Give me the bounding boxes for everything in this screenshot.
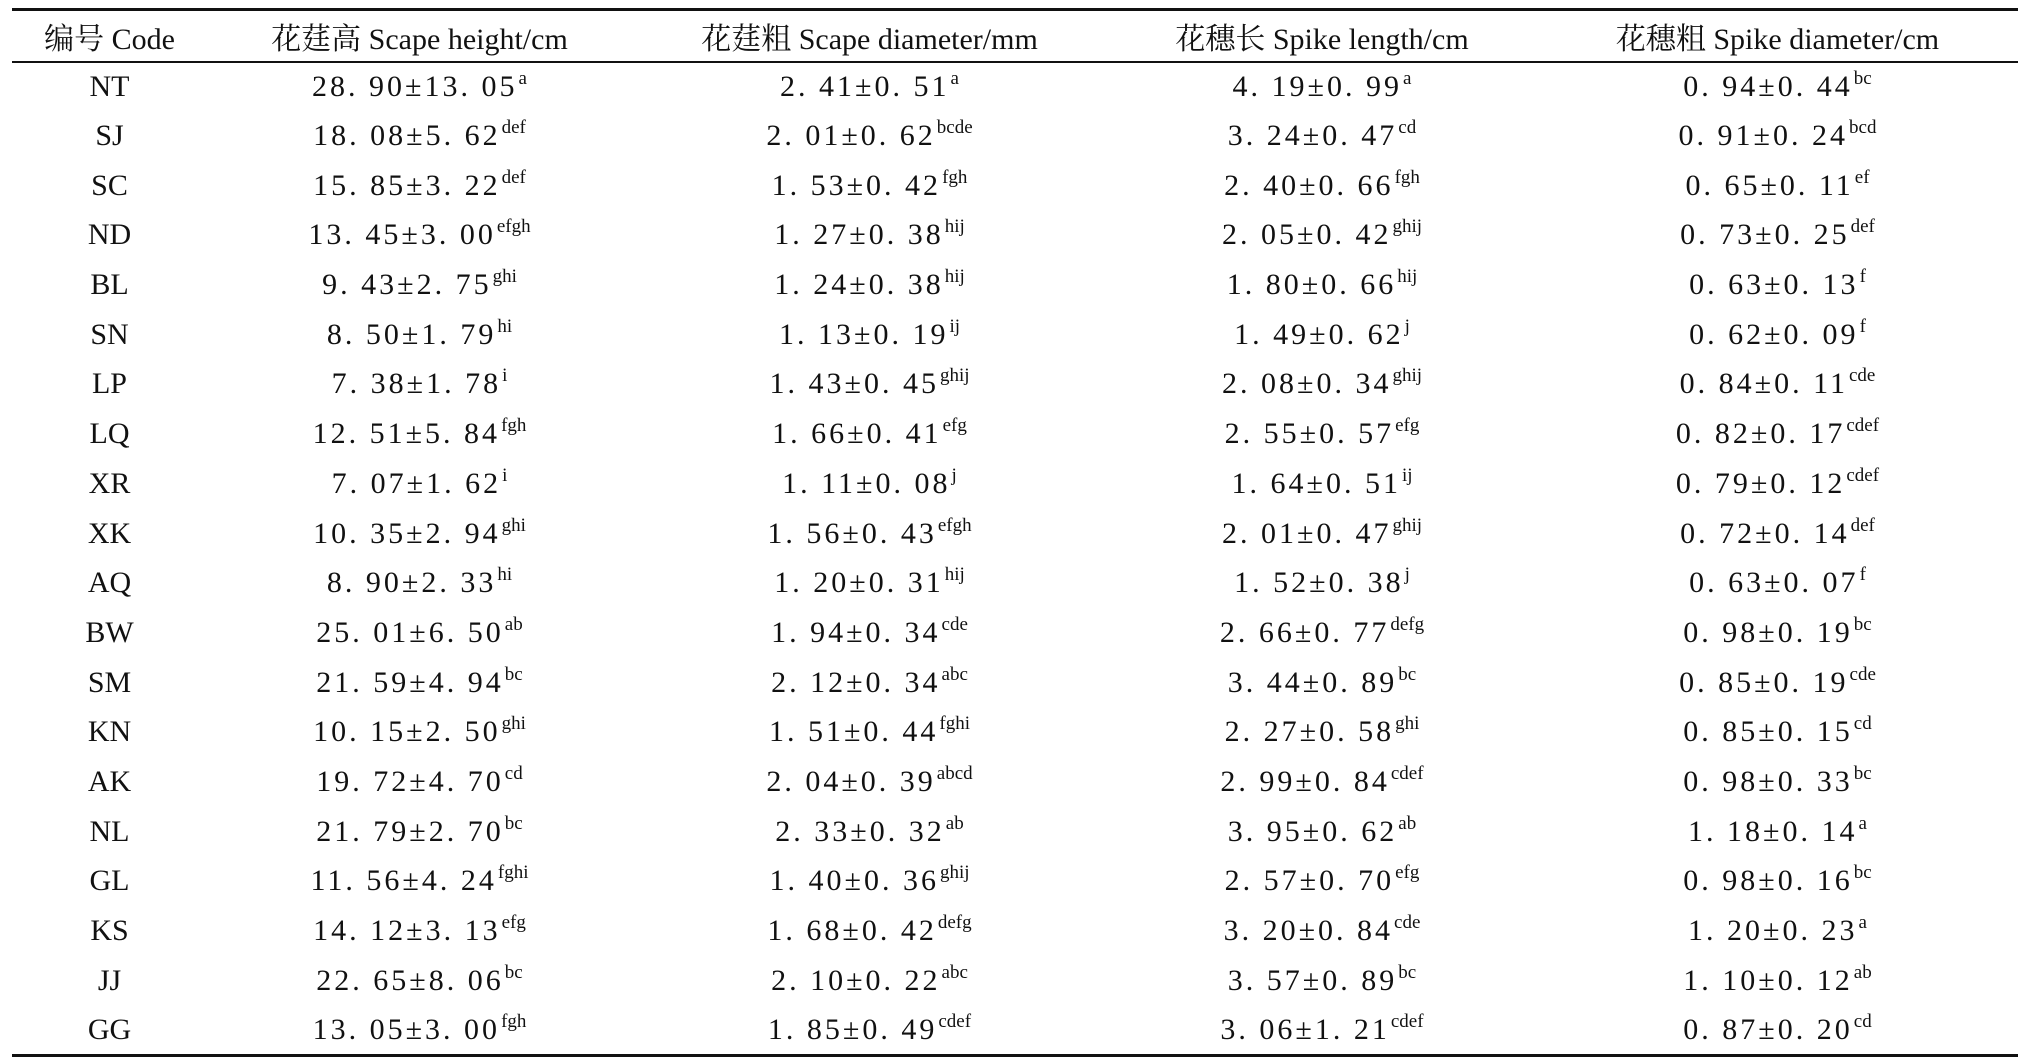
cell-value: 0. 72±0. 14	[1680, 516, 1850, 550]
cell-value: 1. 10±0. 12	[1683, 963, 1853, 997]
cell-code: XK	[87, 516, 132, 550]
cell-value: 2. 66±0. 77	[1219, 615, 1390, 649]
cell-scape-diameter	[632, 558, 1107, 608]
significance-letters: ab	[1853, 961, 1872, 983]
cell-spike-length	[1107, 260, 1537, 310]
significance-letters: defg	[1390, 613, 1425, 635]
cell-code: LP	[91, 367, 127, 401]
cell-value: 12. 51±5. 84	[312, 417, 501, 451]
table-row	[12, 211, 2018, 261]
cell-code: SC	[91, 168, 128, 202]
significance-letters: cdef	[1390, 1010, 1424, 1032]
cell-value: 21. 79±2. 70	[316, 814, 504, 848]
table-row	[12, 161, 2018, 211]
significance-letters: ghij	[1392, 216, 1423, 238]
cell-scape-height	[207, 62, 632, 112]
significance-letters: bcde	[936, 117, 973, 139]
significance-letters: abcd	[936, 762, 973, 784]
significance-letters: fgh	[501, 1010, 527, 1032]
cell-scape-height	[207, 707, 632, 757]
cell-scape-diameter	[632, 757, 1107, 807]
significance-letters: a	[518, 67, 527, 89]
cell-spike-length	[1107, 658, 1537, 708]
cell-value: 13. 45±3. 00	[308, 218, 496, 252]
cell-scape-height	[207, 906, 632, 956]
cell-code: NL	[89, 814, 130, 848]
table-row	[12, 658, 2018, 708]
cell-value: 14. 12±3. 13	[313, 914, 501, 948]
significance-letters: a	[1858, 812, 1867, 834]
table-row	[12, 409, 2018, 459]
cell-value: 0. 65±0. 11	[1685, 168, 1854, 202]
cell-code: SM	[87, 665, 132, 699]
cell-value: 2. 08±0. 34	[1221, 367, 1392, 401]
cell-value: 0. 87±0. 20	[1683, 1012, 1853, 1046]
significance-letters: efg	[1395, 415, 1420, 437]
cell-value: 1. 51±0. 44	[768, 715, 939, 749]
cell-spike-diameter	[1537, 360, 2018, 410]
cell-value: 0. 82±0. 17	[1675, 417, 1846, 451]
table-body	[12, 62, 2018, 1056]
cell-value: 2. 33±0. 32	[775, 814, 945, 848]
cell-value: 0. 79±0. 12	[1675, 466, 1846, 500]
cell-value: 19. 72±4. 70	[316, 764, 504, 798]
cell-scape-diameter	[632, 409, 1107, 459]
significance-letters: cd	[1853, 713, 1872, 735]
cell-scape-height	[207, 409, 632, 459]
significance-letters: ghij	[1392, 514, 1423, 536]
cell-scape-height	[207, 360, 632, 410]
cell-scape-height	[207, 857, 632, 907]
cell-code: NT	[89, 69, 130, 103]
table-row	[12, 360, 2018, 410]
significance-letters: f	[1859, 266, 1866, 288]
cell-value: 0. 62±0. 09	[1689, 317, 1859, 351]
cell-value: 3. 20±0. 84	[1223, 914, 1394, 948]
table-row	[12, 1006, 2018, 1056]
significance-letters: f	[1859, 315, 1866, 337]
data-table-container	[12, 8, 2018, 1057]
cell-value: 1. 20±0. 31	[774, 566, 944, 600]
significance-letters: cdef	[1390, 762, 1424, 784]
cell-spike-length	[1107, 161, 1537, 211]
cell-spike-diameter	[1537, 857, 2018, 907]
significance-letters: cde	[941, 613, 968, 635]
significance-letters: fgh	[1394, 166, 1420, 188]
significance-letters: j	[951, 464, 957, 486]
significance-letters: ghi	[492, 266, 517, 288]
cell-value: 1. 85±0. 49	[767, 1012, 938, 1046]
cell-value: 3. 95±0. 62	[1227, 814, 1398, 848]
cell-value: 0. 85±0. 15	[1683, 715, 1853, 749]
cell-value: 1. 20±0. 23	[1688, 914, 1858, 948]
cell-spike-diameter	[1537, 658, 2018, 708]
significance-letters: bc	[1853, 613, 1872, 635]
cell-value: 0. 84±0. 11	[1679, 367, 1848, 401]
cell-scape-diameter	[632, 310, 1107, 360]
significance-letters: efg	[942, 415, 967, 437]
cell-spike-diameter	[1537, 757, 2018, 807]
cell-code: BL	[90, 268, 129, 302]
cell-value: 4. 19±0. 99	[1232, 69, 1403, 103]
table-row	[12, 260, 2018, 310]
significance-letters: cd	[1853, 1010, 1872, 1032]
cell-scape-height	[207, 658, 632, 708]
cell-scape-height	[207, 608, 632, 658]
cell-value: 28. 90±13. 05	[312, 69, 518, 103]
significance-letters: cdef	[1846, 464, 1880, 486]
cell-value: 10. 35±2. 94	[313, 516, 501, 550]
significance-letters: ghi	[501, 713, 526, 735]
cell-spike-diameter	[1537, 161, 2018, 211]
significance-letters: cdef	[1846, 415, 1880, 437]
table-row	[12, 310, 2018, 360]
table-row	[12, 707, 2018, 757]
data-table	[12, 8, 2018, 1057]
cell-scape-diameter	[632, 260, 1107, 310]
significance-letters: a	[1403, 67, 1412, 89]
cell-value: 2. 41±0. 51	[780, 69, 950, 103]
cell-value: 2. 04±0. 39	[766, 764, 936, 798]
significance-letters: efg	[501, 912, 526, 934]
significance-letters: ab	[504, 613, 523, 635]
header-spike-diameter: 花穗粗 Spike diameter/cm	[1537, 10, 2018, 62]
cell-value: 7. 07±1. 62	[331, 466, 502, 500]
cell-value: 15. 85±3. 22	[313, 168, 501, 202]
cell-value: 2. 57±0. 70	[1224, 864, 1395, 898]
cell-value: 1. 24±0. 38	[774, 268, 944, 302]
header-row	[12, 10, 2018, 62]
cell-value: 0. 85±0. 19	[1679, 665, 1849, 699]
table-row	[12, 459, 2018, 509]
cell-value: 3. 06±1. 21	[1220, 1012, 1390, 1046]
significance-letters: ghij	[939, 862, 970, 884]
cell-spike-length	[1107, 111, 1537, 161]
table-row	[12, 956, 2018, 1006]
cell-scape-diameter	[632, 1006, 1107, 1056]
significance-letters: def	[1850, 216, 1875, 238]
cell-value: 1. 11±0. 08	[782, 466, 951, 500]
significance-letters: bc	[504, 961, 523, 983]
cell-spike-length	[1107, 459, 1537, 509]
cell-spike-diameter	[1537, 558, 2018, 608]
significance-letters: hi	[497, 564, 513, 586]
cell-spike-diameter	[1537, 807, 2018, 857]
cell-value: 1. 66±0. 41	[772, 417, 942, 451]
cell-value: 3. 24±0. 47	[1227, 119, 1398, 153]
cell-scape-diameter	[632, 509, 1107, 559]
significance-letters: hij	[944, 216, 965, 238]
cell-scape-diameter	[632, 906, 1107, 956]
cell-scape-height	[207, 558, 632, 608]
significance-letters: hij	[944, 266, 965, 288]
cell-spike-length	[1107, 857, 1537, 907]
significance-letters: ef	[1854, 166, 1870, 188]
cell-value: 2. 01±0. 62	[766, 119, 936, 153]
cell-value: 2. 10±0. 22	[771, 963, 941, 997]
cell-spike-diameter	[1537, 111, 2018, 161]
significance-letters: fghi	[939, 713, 971, 735]
significance-letters: ab	[945, 812, 964, 834]
cell-value: 1. 94±0. 34	[771, 615, 941, 649]
cell-scape-diameter	[632, 956, 1107, 1006]
header-scape-diameter: 花莛粗 Scape diameter/mm	[632, 10, 1107, 62]
significance-letters: bc	[1398, 663, 1417, 685]
cell-spike-length	[1107, 509, 1537, 559]
cell-value: 0. 98±0. 16	[1683, 864, 1853, 898]
cell-scape-height	[207, 111, 632, 161]
table-row	[12, 62, 2018, 112]
cell-value: 21. 59±4. 94	[316, 665, 504, 699]
cell-code: BW	[85, 615, 134, 649]
significance-letters: j	[1404, 315, 1410, 337]
cell-spike-diameter	[1537, 509, 2018, 559]
cell-spike-length	[1107, 558, 1537, 608]
significance-letters: efgh	[937, 514, 972, 536]
cell-value: 18. 08±5. 62	[313, 119, 501, 153]
cell-spike-length	[1107, 707, 1537, 757]
cell-value: 0. 94±0. 44	[1683, 69, 1853, 103]
significance-letters: hij	[944, 564, 965, 586]
cell-value: 1. 68±0. 42	[767, 914, 937, 948]
significance-letters: cde	[1394, 912, 1421, 934]
cell-spike-diameter	[1537, 62, 2018, 112]
cell-spike-diameter	[1537, 956, 2018, 1006]
significance-letters: cd	[1398, 117, 1417, 139]
cell-value: 2. 01±0. 47	[1221, 516, 1392, 550]
significance-letters: hi	[497, 315, 513, 337]
cell-value: 11. 56±4. 24	[310, 864, 497, 898]
significance-letters: i	[502, 464, 508, 486]
cell-spike-diameter	[1537, 211, 2018, 261]
cell-value: 22. 65±8. 06	[316, 963, 504, 997]
significance-letters: bc	[504, 812, 523, 834]
table-row	[12, 807, 2018, 857]
cell-value: 1. 27±0. 38	[774, 218, 944, 252]
significance-letters: bcd	[1849, 117, 1877, 139]
significance-letters: ab	[1398, 812, 1417, 834]
cell-value: 1. 43±0. 45	[769, 367, 939, 401]
significance-letters: efgh	[496, 216, 531, 238]
cell-scape-height	[207, 459, 632, 509]
cell-code: XR	[88, 466, 131, 500]
cell-spike-length	[1107, 757, 1537, 807]
significance-letters: ghij	[939, 365, 970, 387]
significance-letters: efg	[1395, 862, 1420, 884]
significance-letters: bc	[1398, 961, 1417, 983]
cell-value: 2. 55±0. 57	[1224, 417, 1395, 451]
cell-value: 7. 38±1. 78	[331, 367, 502, 401]
cell-scape-diameter	[632, 62, 1107, 112]
cell-value: 2. 05±0. 42	[1221, 218, 1392, 252]
header-code: 编号 Code	[12, 10, 207, 62]
table-row	[12, 509, 2018, 559]
cell-value: 1. 80±0. 66	[1226, 268, 1397, 302]
significance-letters: fghi	[497, 862, 529, 884]
cell-scape-height	[207, 509, 632, 559]
cell-code: AQ	[87, 566, 132, 600]
cell-value: 1. 49±0. 62	[1234, 317, 1404, 351]
cell-spike-length	[1107, 608, 1537, 658]
cell-value: 8. 50±1. 79	[326, 317, 497, 351]
cell-code: AK	[87, 764, 132, 798]
cell-code: GL	[89, 864, 130, 898]
cell-value: 10. 15±2. 50	[313, 715, 501, 749]
cell-code: GG	[12, 1006, 207, 1056]
significance-letters: cdef	[938, 1010, 972, 1032]
significance-letters: fgh	[942, 166, 968, 188]
cell-value: 9. 43±2. 75	[322, 268, 492, 302]
cell-spike-diameter	[1537, 707, 2018, 757]
cell-value: 2. 27±0. 58	[1224, 715, 1395, 749]
cell-value: 1. 53±0. 42	[771, 168, 942, 202]
significance-letters: bc	[1853, 67, 1872, 89]
cell-value: 1. 52±0. 38	[1234, 566, 1404, 600]
significance-letters: ij	[1401, 464, 1413, 486]
significance-letters: bc	[1853, 762, 1872, 784]
cell-value: 0. 98±0. 19	[1683, 615, 1853, 649]
significance-letters: bc	[1853, 862, 1872, 884]
cell-scape-height	[207, 1006, 632, 1056]
cell-spike-diameter	[1537, 459, 2018, 509]
significance-letters: def	[1850, 514, 1875, 536]
cell-value: 2. 40±0. 66	[1224, 168, 1394, 202]
cell-spike-diameter	[1537, 310, 2018, 360]
cell-scape-diameter	[632, 360, 1107, 410]
cell-value: 8. 90±2. 33	[326, 566, 497, 600]
cell-spike-diameter	[1537, 906, 2018, 956]
significance-letters: defg	[937, 912, 972, 934]
table-row	[12, 906, 2018, 956]
table-row	[12, 608, 2018, 658]
table-header	[12, 10, 2018, 62]
cell-value: 1. 13±0. 19	[778, 317, 949, 351]
significance-letters: cd	[504, 762, 523, 784]
cell-spike-diameter	[1537, 409, 2018, 459]
cell-spike-diameter	[1537, 260, 2018, 310]
significance-letters: bc	[504, 663, 523, 685]
cell-scape-diameter	[632, 608, 1107, 658]
cell-value: 13. 05±3. 00	[312, 1012, 501, 1046]
cell-scape-height	[207, 956, 632, 1006]
cell-value: 1. 40±0. 36	[769, 864, 939, 898]
cell-value: 0. 63±0. 13	[1689, 268, 1859, 302]
cell-spike-length	[1107, 807, 1537, 857]
significance-letters: abc	[941, 663, 968, 685]
cell-code: JJ	[97, 963, 122, 997]
significance-letters: ghij	[1392, 365, 1423, 387]
cell-scape-diameter	[632, 459, 1107, 509]
cell-code: LQ	[89, 417, 130, 451]
significance-letters: fgh	[501, 415, 527, 437]
significance-letters: def	[501, 117, 526, 139]
cell-value: 1. 18±0. 14	[1688, 814, 1858, 848]
significance-letters: hij	[1397, 266, 1418, 288]
cell-spike-length	[1107, 409, 1537, 459]
significance-letters: f	[1859, 564, 1866, 586]
cell-value: 3. 44±0. 89	[1227, 665, 1398, 699]
cell-value: 0. 98±0. 33	[1683, 764, 1853, 798]
significance-letters: def	[501, 166, 526, 188]
cell-scape-height	[207, 260, 632, 310]
significance-letters: ghi	[1395, 713, 1420, 735]
cell-value: 0. 73±0. 25	[1680, 218, 1850, 252]
cell-scape-height	[207, 757, 632, 807]
cell-scape-height	[207, 807, 632, 857]
cell-spike-diameter	[1537, 608, 2018, 658]
table-row	[12, 857, 2018, 907]
cell-spike-length	[1107, 956, 1537, 1006]
cell-scape-height	[207, 161, 632, 211]
cell-scape-diameter	[632, 111, 1107, 161]
table-row	[12, 757, 2018, 807]
table-row	[12, 111, 2018, 161]
cell-value: 1. 64±0. 51	[1231, 466, 1401, 500]
cell-spike-diameter	[1537, 1006, 2018, 1056]
table-row	[12, 558, 2018, 608]
cell-code: KN	[87, 715, 132, 749]
header-scape-height: 花莛高 Scape height/cm	[207, 10, 632, 62]
cell-scape-diameter	[632, 658, 1107, 708]
cell-spike-length	[1107, 360, 1537, 410]
cell-code: SN	[90, 317, 129, 351]
significance-letters: cde	[1849, 663, 1876, 685]
cell-value: 1. 56±0. 43	[767, 516, 937, 550]
cell-scape-height	[207, 310, 632, 360]
cell-spike-length	[1107, 310, 1537, 360]
cell-scape-diameter	[632, 807, 1107, 857]
cell-spike-length	[1107, 1006, 1537, 1056]
cell-spike-length	[1107, 211, 1537, 261]
cell-scape-diameter	[632, 161, 1107, 211]
significance-letters: ij	[949, 315, 961, 337]
cell-value: 3. 57±0. 89	[1227, 963, 1398, 997]
cell-scape-diameter	[632, 857, 1107, 907]
cell-value: 2. 12±0. 34	[771, 665, 941, 699]
significance-letters: cde	[1848, 365, 1876, 387]
cell-scape-diameter	[632, 211, 1107, 261]
cell-code: ND	[87, 218, 132, 252]
cell-value: 0. 91±0. 24	[1678, 119, 1849, 153]
significance-letters: abc	[941, 961, 968, 983]
significance-letters: a	[950, 67, 959, 89]
cell-scape-diameter	[632, 707, 1107, 757]
significance-letters: i	[502, 365, 508, 387]
significance-letters: j	[1404, 564, 1410, 586]
cell-spike-length	[1107, 62, 1537, 112]
cell-value: 2. 99±0. 84	[1220, 764, 1390, 798]
cell-scape-height	[207, 211, 632, 261]
significance-letters: ghi	[501, 514, 526, 536]
cell-code: KS	[90, 914, 129, 948]
cell-value: 25. 01±6. 50	[316, 615, 504, 649]
cell-code: SJ	[95, 119, 124, 153]
cell-value: 0. 63±0. 07	[1689, 566, 1859, 600]
header-spike-length: 花穗长 Spike length/cm	[1107, 10, 1537, 62]
cell-spike-length	[1107, 906, 1537, 956]
significance-letters: a	[1858, 912, 1867, 934]
